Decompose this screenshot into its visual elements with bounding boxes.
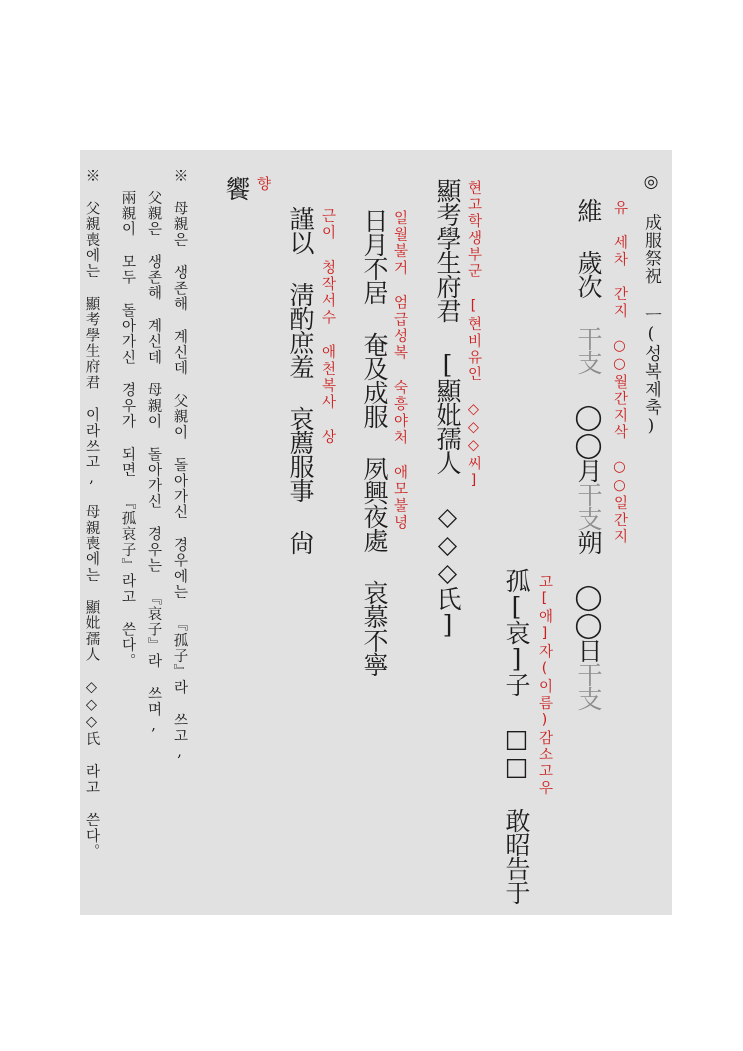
ruby-line-5: 근이 청작서수 애천복사 상 — [319, 208, 336, 446]
note-4: ※ 父親喪에는 顯考學生府君 이라쓰고, 母親喪에는 顯妣孺人 ◇◇◇氏 라고 쓴다。 — [83, 168, 100, 860]
ruby-line-3: 현고학생부군 [현비유인 ◇◇◇씨] — [465, 180, 482, 491]
document-title: ◎ 成服祭祝 ㅡ(성복제축) — [641, 172, 661, 437]
text-line-1-d: 干支 — [574, 482, 603, 530]
text-line-5: 謹以 淸酌庶羞 哀薦服事 尙 — [286, 206, 315, 554]
text-line-1-c: ◯◯月 — [574, 374, 603, 482]
text-line-3: 顯考學生府君 [顯妣孺人 ◇◇◇氏] — [433, 178, 462, 638]
document-panel — [80, 150, 672, 915]
ruby-line-6: 향 — [254, 176, 271, 193]
text-line-1-f: 干支 — [574, 662, 603, 710]
ruby-line-2: 고[애]자(이름)감소고우 — [536, 574, 553, 797]
ruby-line-1: 유 세차 간지 ○○월간지삭 ○○일간지 — [611, 200, 628, 546]
text-line-6: 饗 — [222, 176, 251, 200]
note-3: 兩親이 모두 돌아가신 경우가 되면 『孤哀子』라고 쓴다。 — [119, 190, 136, 669]
text-line-2: 孤[哀]子 □□ 敢昭告于 — [502, 568, 531, 904]
text-line-1-b: 干支 — [574, 326, 603, 374]
note-1: ※ 母親은 생존해 계신데 父親이 돌아가신 경우에는 『孤子』라 쓰고, — [171, 168, 188, 761]
text-line-1 — [576, 198, 601, 710]
ruby-line-4: 일월불거 엄급성복 숙흥야처 애모불녕 — [391, 210, 408, 532]
note-2: 父親은 생존해 계신데 母親이 돌아가신 경우는 『哀子』라 쓰며, — [145, 190, 162, 735]
text-line-1-e: 朔 ◯◯日 — [574, 530, 603, 662]
text-line-4: 日月不居 奄及成服 夙興夜處 哀慕不寧 — [360, 208, 389, 676]
text-line-1-a: 維 歲次 — [574, 198, 603, 326]
